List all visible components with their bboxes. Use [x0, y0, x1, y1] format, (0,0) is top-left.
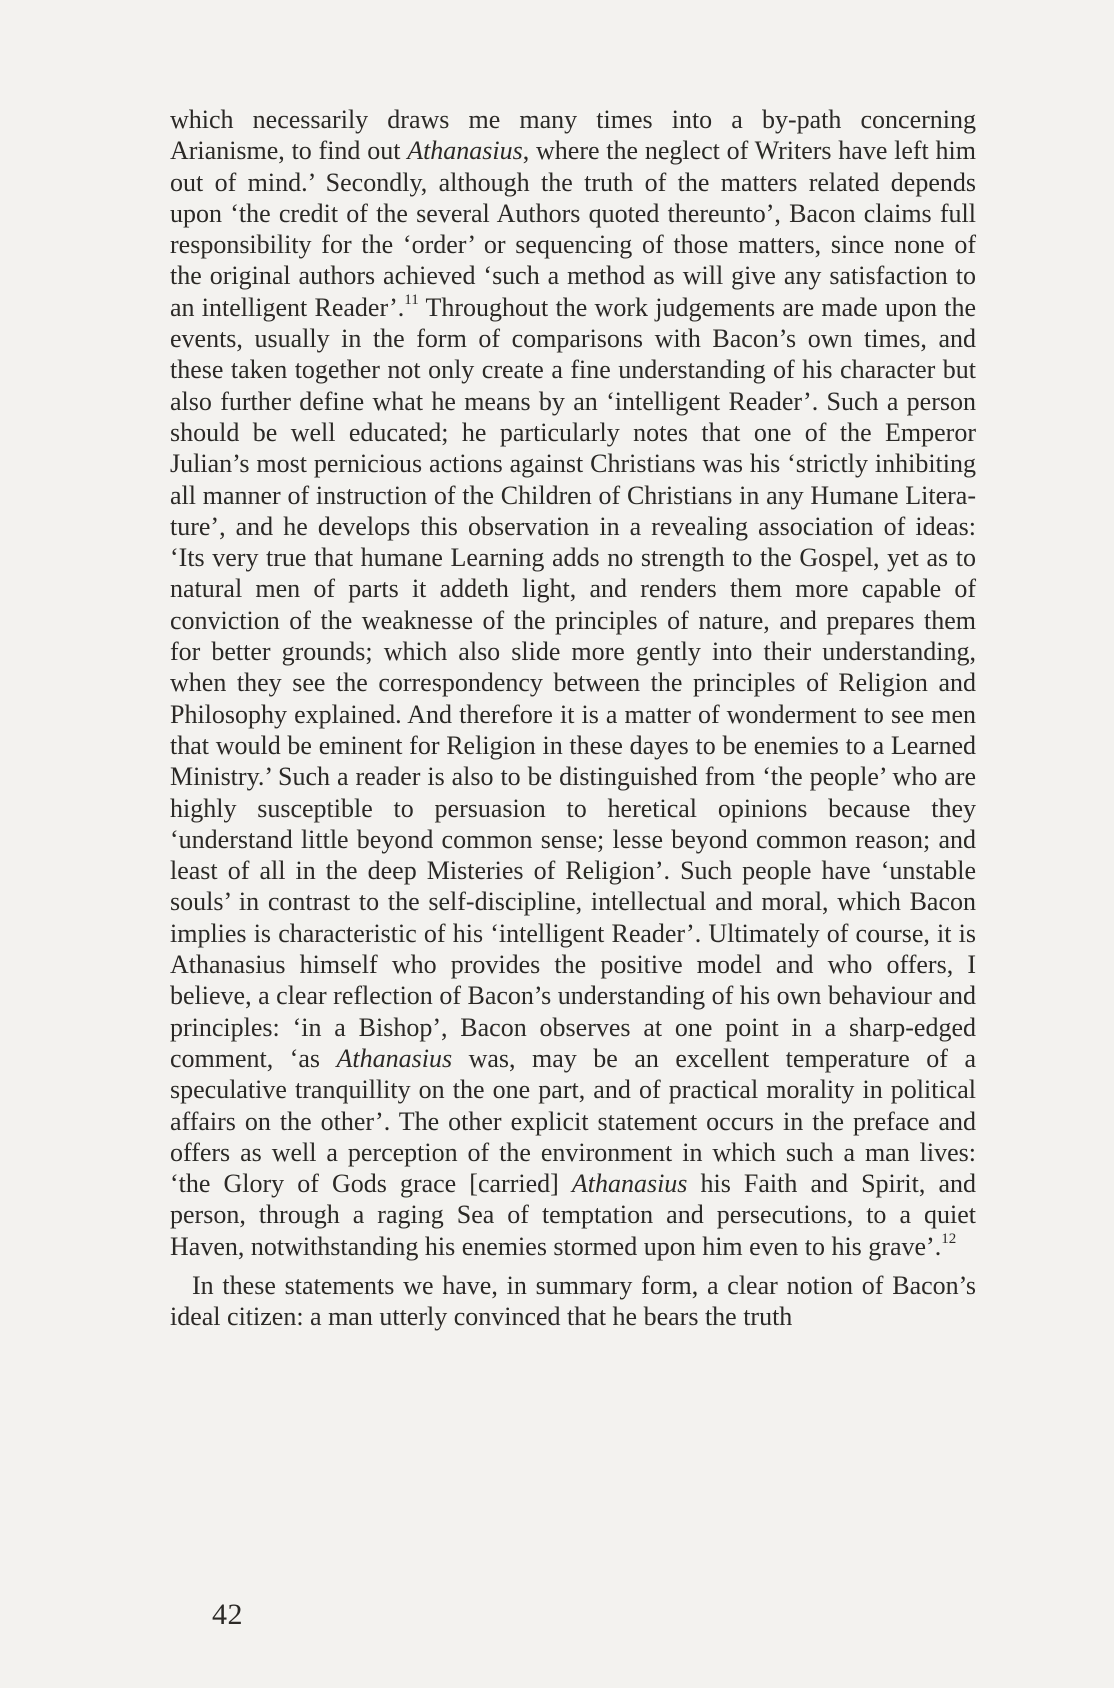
text-run: was, may be an excellent temperature of a speculative tranquillity on the one part, and of practical morality in political affairs on the other’. The other explicit statement occurs in the preface and offers as well a perception of the environment in which such a man lives: ‘the Glory of Gods grace [carried]: [170, 1043, 976, 1199]
italic-run: Athanasius: [336, 1043, 453, 1073]
text-run: Throughout the work judgements are made upon the events, usually in the form of comparisons with Bacon’s own times, and these taken together not only create a fine understanding of his character but also further define what he means by an ‘intelligent Reader’. Such a person should be well educated; he particularly notes that one of the Emperor Julian’s most pernicious actions against Christians was his ‘strictly inhibiting all manner of instruction of the Children of Christians in any Humane Literature’, and he develops this observation in a revealing association of ideas: ‘Its very true that humane Learning adds no strength to the Gospel, yet as to natural men of parts it addeth light, and renders them more capable of conviction of the weaknesse of the principles of nature, and prepares them for better grounds; which also slide more gently into their understanding, when they see the correspondency between the principles of Religion and Philosophy explained. And therefore it is a matter of wonderment to see men that would be eminent for Religion in these dayes to be enemies to a Learned Ministry.’ Such a reader is also to be distinguished from ‘the people’ who are highly susceptible to persuasion to heretical opinions because they ‘understand little beyond common sense; lesse beyond common reason; and least of all in the deep Misteries of Religion’. Such people have ‘unstable souls’ in contrast to the self-discipline, intellectual and moral, which Bacon implies is characteristic of his ‘intelligent Reader’. Ultimately of course, it is Athanasius himself who provides the positive model and who offers, I believe, a clear reflection of Bacon’s understanding of his own behaviour and principles: ‘in a Bishop’, Bacon observes at one point in a sharp-edged comment, ‘as: [170, 292, 976, 1073]
paragraph-1: [170, 104, 976, 1262]
text-run: which necessarily draws me many times into a by-path concerning Arianisme, to find out: [170, 105, 976, 166]
page-number: 42: [212, 1598, 243, 1631]
body-text: [170, 104, 976, 1333]
italic-run: Athanasius: [407, 136, 523, 166]
footnote-marker[interactable]: 11: [404, 291, 419, 308]
paragraph-2: [170, 1270, 976, 1333]
footnote-marker[interactable]: 12: [941, 1230, 957, 1247]
text-run: his Faith and Spirit, and person, through a raging Sea of temptation and persecutions, to a quiet Haven, notwithstanding his enemies stormed upon him even to his grave’.: [170, 1169, 976, 1261]
text-run: In these statements we have, in summary form, a clear notion of Bacon’s ideal citizen: a man utterly convinced that he bears the truth: [170, 1270, 976, 1332]
text-run: , where the neglect of Writers have left him out of mind.’ Secondly, although the truth of the matters related depends upon ‘the credit of the several Authors quoted thereunto’, Bacon claims full responsibility for the ‘order’ or sequencing of those matters, since none of the original authors achieved ‘such a method as will give any satisfaction to an intelligent Reader’.: [170, 136, 976, 322]
italic-run: Athanasius: [571, 1169, 688, 1199]
